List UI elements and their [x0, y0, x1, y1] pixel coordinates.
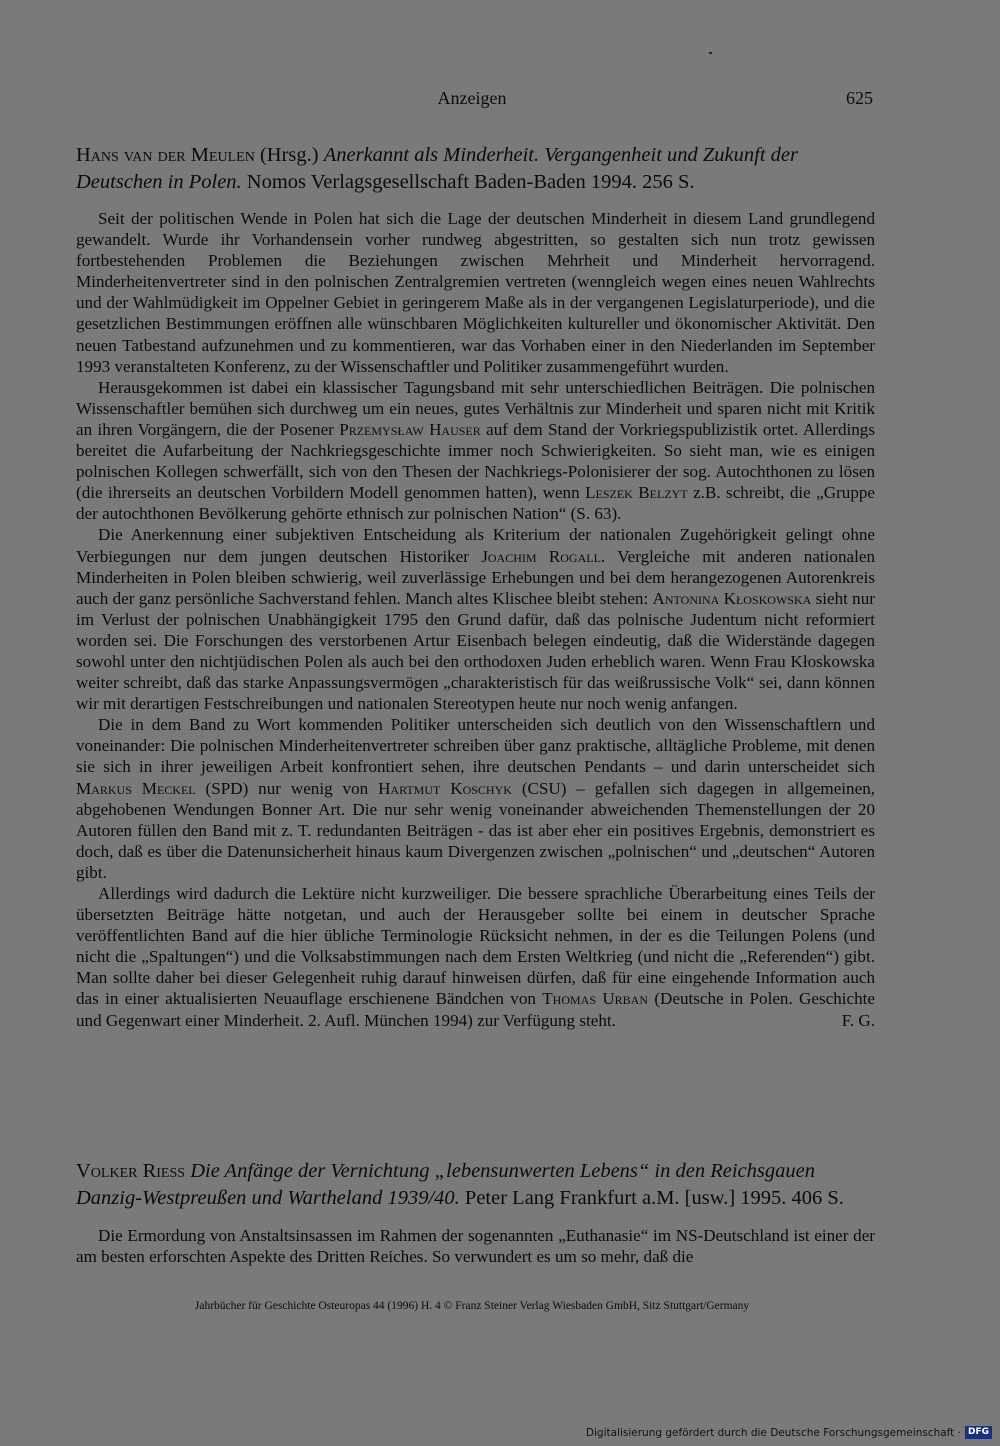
person-name: Leszek Belzyt: [585, 483, 688, 503]
review1-author: Hans van der Meulen: [76, 144, 255, 166]
person-name: Przemysław Hauser: [339, 419, 481, 439]
person-name: Hartmut Koschyk: [378, 778, 512, 798]
review1-body: [76, 208, 875, 1031]
review1-paragraph: [76, 377, 875, 525]
review2-body: [76, 1225, 875, 1267]
text-run: Die in dem Band zu Wort kommenden Politiker unterscheiden sich deutlich von den Wissenschaftlern und voneinander: Die polnischen Minderheitenvertreter schreiben über ganz praktische, alltägliche Probleme, mit denen sie sich in ihrer jeweiligen Arbeit konfrontiert sehen, ihre deutschen Pendants – und darin unterscheidet sich: [76, 715, 875, 777]
credit-text: Digitalisierung gefördert durch die Deutsche Forschungsgemeinschaft ·: [585, 1426, 961, 1439]
dfg-logo: DFG: [965, 1426, 992, 1439]
text-run: Herausgekommen ist dabei ein klassischer Tagungsband mit sehr unterschiedlichen Beiträgen. Die polnischen Wissenschaftler bemühen sich durchweg um ein neues, gutes Verhältnis zur Minderheit und sparen nicht mit Kritik an ihren Vorgängern, die der Posener: [76, 377, 875, 439]
review2-paragraph: Die Ermordung von Anstaltsinsassen im Rahmen der sogenannten „Euthanasie“ im NS-Deutschland ist einer der am besten erforschten Aspekte des Dritten Reiches. So verwundert es um so mehr, daß die: [76, 1226, 875, 1267]
review1-editor-note: (Hrsg.): [254, 144, 324, 166]
review1-heading: [76, 142, 875, 196]
text-run: z.B. schreibt, die „Gruppe der autochthonen Bevölkerung gehörte ethnisch zur polnischen Nation“ (S. 63).: [76, 483, 876, 524]
text-run: Allerdings wird dadurch die Lektüre nicht kurzweiliger. Die bessere sprachliche Überarbeitung eines Teils der übersetzten Beiträge hätte notgetan, und auch der Herausgeber sollte bei einem in deutscher Sprache veröffentlichten Band auf die hier übliche Terminologie Rücksicht nehmen, in der es die Teilungen Polens (und nicht die „Spaltungen“) und die Volksabstimmungen nach dem Ersten Weltkrieg (und nicht die „Referenden“) gibt. Man sollte daher bei dieser Gelegenheit ruhig darauf hinweisen dürfen, daß für eine eingehende Information auch das in einer aktualisierten Neuauflage erschienene Bändchen von: [76, 884, 875, 1009]
scan-speck: [709, 52, 712, 54]
review2-publisher: Peter Lang Frankfurt a.M. [usw.] 1995. 406 S.: [459, 1187, 844, 1209]
text-run: (Deutsche in Polen. Geschichte und Gegenwart einer Minderheit. 2. Aufl. München 1994) zur Verfügung steht.: [76, 989, 875, 1030]
text-run: (SPD) nur wenig von: [195, 778, 379, 798]
review1-title: Anerkannt als Minderheit. Vergangenheit und Zukunft der Deutschen in Polen.: [76, 144, 799, 193]
review2-title: Die Anfänge der Vernichtung „lebensunwerten Lebens“ in den Reichsgauen Danzig-Westpreußen und Wartheland 1939/40.: [76, 1160, 815, 1209]
review2-heading: [76, 1158, 875, 1212]
review1-paragraph: [76, 883, 875, 1031]
person-name: Antonina Kłoskowska: [652, 588, 812, 608]
person-name: Thomas Urban: [542, 989, 649, 1009]
person-name: Markus Meckel: [76, 778, 196, 798]
reviewer-signature: F. G.: [841, 1010, 875, 1030]
text-run: sieht nur im Verlust der polnischen Unabhängigkeit 1795 den Grund dafür, daß das polnische Judentum nicht reformiert worden sei. Die Forschungen des verstorbenen Artur Eisenbach belegen eindeutig, daß die Widerstände dagegen sowohl unter den nichtjüdischen Polen als auch bei den orthodoxen Juden erheblich waren. Wenn Frau Kłoskowska weiter schreibt, daß das starke Anpassungsvermögen „charakteristisch für das weißrussische Volk“ sei, dann können wir mit derartigen Festschreibungen und nationalen Stereotypen heute nur noch wenig anfangen.: [76, 588, 875, 714]
review1-paragraph: Seit der politischen Wende in Polen hat sich die Lage der deutschen Minderheit in diesem Land grundlegend gewandelt. Wurde ihr Vorhandensein vorher rundweg abgestritten, so gestalten sich nun trotz gewissen fortbestehenden Problemen die Beziehungen zwischen Mehrheit und Minderheit hervorragend. Minderheitenvertreter sind in den polnischen Zentralgremien vertreten (wenngleich wegen eines neuen Wahlrechts und der Wahlmüdigkeit im Oppelner Gebiet in geringerem Maße als in der vergangenen Legislaturperiode), und die gesetzlichen Bestimmungen eröffnen alle wünschbaren Möglichkeiten kultureller und ökonomischer Aktivität. Den neuen Tatbestand aufzunehmen und zu kommentieren, war das Vorhaben einer in den Niederlanden im September 1993 veranstalteten Konferenz, zu der Wissenschaftler und Politiker zusammengeführt wurden.: [76, 209, 875, 376]
review1-publisher: Nomos Verlagsgesellschaft Baden-Baden 1994. 256 S.: [241, 171, 695, 193]
text-run: (CSU) – gefallen sich dagegen in allgemeinen, abgehobenen Wendungen Bonner Art. Die nur sehr wenig voneinander abweichenden Themenstellungen der 20 Autoren füllen den Band mit z. T. redundanten Beiträgen - das ist aber eher ein positives Ergebnis, demonstriert es doch, daß es über die Datenunsicherheit hinaus kaum Divergenzen zwischen „polnischen“ und „deutschen“ Autoren gibt.: [76, 778, 876, 882]
text-run: . Vergleiche mit anderen nationalen Minderheiten in Polen bleiben schwierig, weil zuverlässige Erhebungen und bei dem herangezogenen Autorenkreis auch der ganz persönliche Sachverstand fehlen. Manch altes Klischee bleibt stehen:: [76, 546, 875, 608]
page-footer: Jahrbücher für Geschichte Osteuropas 44 (1996) H. 4 © Franz Steiner Verlag Wiesbaden GmbH, Sitz Stuttgart/Germany: [194, 1300, 750, 1312]
review2-author: Volker Riess: [76, 1160, 186, 1182]
text-run: auf dem Stand der Vorkriegspublizistik ortet. Allerdings bereitet die Aufarbeitung der Nachkriegsgeschichte immer noch Schwierigkeiten. So sieht man, wie es einigen polnischen Kollegen schwerfällt, sich von den Thesen der Nachkriegs-Polonisierer der sog. Autochthonen zu lösen (die ihrerseits an deutschen Vorbildern Modell genommen hatten), wenn: [76, 419, 875, 503]
person-name: Joachim Rogall: [481, 546, 601, 566]
page-number: 625: [846, 88, 873, 108]
digitization-credit: [586, 1426, 992, 1439]
running-head-title: Anzeigen: [437, 88, 507, 108]
review1-paragraph: [76, 714, 875, 883]
text-run: Die Anerkennung einer subjektiven Entscheidung als Kriterium der nationalen Zugehörigkeit gelingt ohne Verbiegungen nur dem jungen deutschen Historiker: [76, 525, 875, 566]
review1-paragraph: [76, 524, 875, 714]
